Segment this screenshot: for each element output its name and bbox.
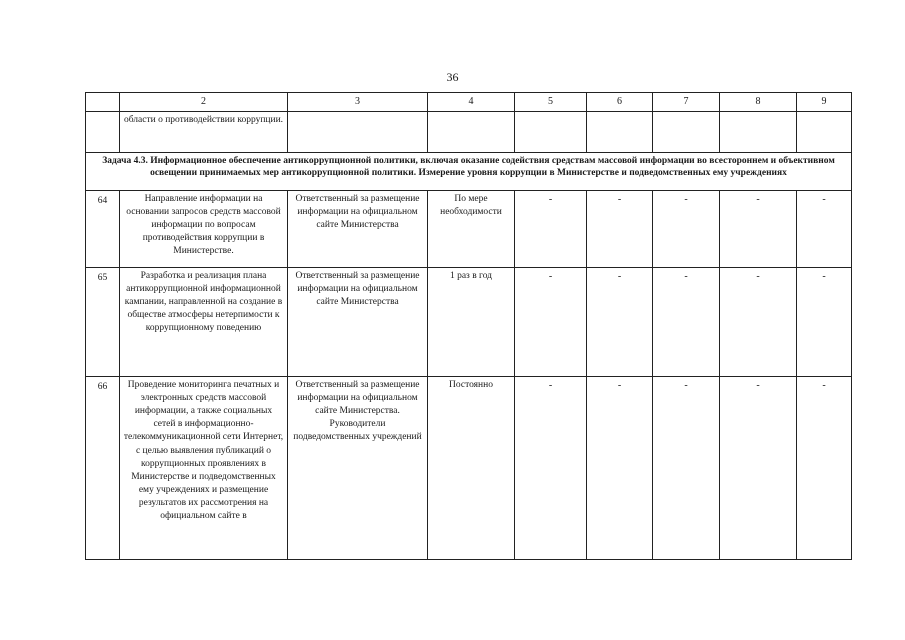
- value-cell-9: -: [797, 268, 852, 377]
- measure-cell: области о противодействии коррупции.: [120, 112, 288, 153]
- term-cell: Постоянно: [428, 377, 515, 560]
- measure-cell: Разработка и реализация плана антикоррупционной информационной кампании, направленной на создание в обществе атмосферы нетерпимости к коррупционному поведению: [120, 268, 288, 377]
- col-header-8: 8: [720, 93, 797, 112]
- responsible-cell: Ответственный за размещение информации на официальном сайте Министерства: [288, 191, 428, 268]
- term-cell: По мере необходимости: [428, 191, 515, 268]
- table-row: [86, 268, 852, 377]
- measure-cell: Проведение мониторинга печатных и электронных средств массовой информации, а также социальных сетей в информационно-телекоммуникационной сети Интернет, с целью выявления публикаций о коррупционных проявлениях в Министерстве и подведомственных ему учреждениях и размещение результатов их рассмотрения на официальном сайте в: [120, 377, 288, 560]
- col-header-3: 3: [288, 93, 428, 112]
- term-cell: 1 раз в год: [428, 268, 515, 377]
- measure-cell: Направление информации на основании запросов средств массовой информации по вопросам противодействия коррупции в Министерстве.: [120, 191, 288, 268]
- value-cell-5: -: [515, 377, 587, 560]
- page-number: 36: [446, 70, 459, 84]
- value-cell-6: -: [587, 191, 653, 268]
- task-heading: Задача 4.3. Информационное обеспечение антикоррупционной политики, включая оказание содействия средствам массовой информации во всестороннем и объективном освещении принимаемых мер антикоррупционной политики. Измерение уровня коррупции в Министерстве и подведомственных ему учреждениях: [86, 153, 852, 191]
- row-number: 66: [86, 377, 120, 560]
- value-cell-8: -: [720, 268, 797, 377]
- value-cell-7: -: [653, 377, 720, 560]
- row-number: 65: [86, 268, 120, 377]
- col-header-2: 2: [120, 93, 288, 112]
- value-cell-7: -: [653, 268, 720, 377]
- responsible-cell: Ответственный за размещение информации на официальном сайте Министерства: [288, 268, 428, 377]
- table-row: [86, 191, 852, 268]
- col-header-5: 5: [515, 93, 587, 112]
- row-number: 64: [86, 191, 120, 268]
- continuation-row: [86, 112, 852, 153]
- col-header-1: [86, 93, 120, 112]
- value-cell-5: -: [515, 191, 587, 268]
- col-header-7: 7: [653, 93, 720, 112]
- col-header-6: 6: [587, 93, 653, 112]
- value-cell-6: -: [587, 377, 653, 560]
- value-cell-8: -: [720, 191, 797, 268]
- table-row: [86, 377, 852, 560]
- value-cell-9: -: [797, 191, 852, 268]
- responsible-cell: Ответственный за размещение информации на официальном сайте Министерства. Руководители подведомственных учреждений: [288, 377, 428, 560]
- col-header-4: 4: [428, 93, 515, 112]
- value-cell-9: -: [797, 377, 852, 560]
- column-number-row: [86, 93, 852, 112]
- value-cell-8: -: [720, 377, 797, 560]
- col-header-9: 9: [797, 93, 852, 112]
- value-cell-7: -: [653, 191, 720, 268]
- value-cell-5: -: [515, 268, 587, 377]
- plan-table: [85, 92, 852, 560]
- value-cell-6: -: [587, 268, 653, 377]
- task-heading-row: [86, 153, 852, 191]
